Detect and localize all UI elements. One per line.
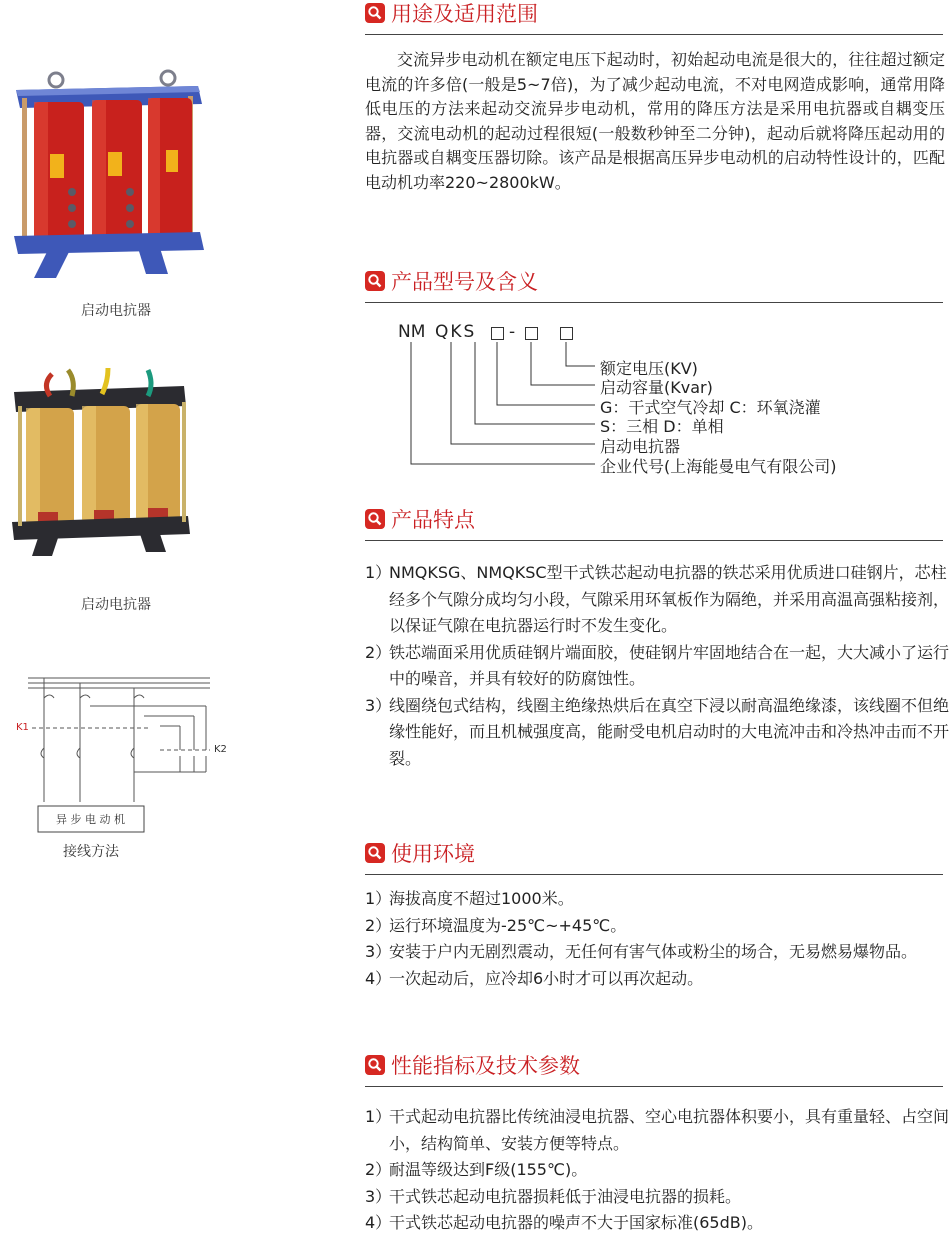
list-item xyxy=(365,966,950,993)
list-item-text: 安装于户内无剧烈震动，无任何有害气体或粉尘的场合，无易燃易爆物品。 xyxy=(389,942,918,961)
model-code-diagram xyxy=(395,318,952,488)
motor-label: 异 步 电 动 机 xyxy=(56,813,125,826)
list-item xyxy=(365,939,950,966)
search-icon xyxy=(365,3,385,23)
reactor-photo-red xyxy=(8,68,208,280)
list-item xyxy=(365,560,950,640)
left-column xyxy=(0,0,240,1238)
list-item-text: 线圈绕包式结构，线圈主绝缘热烘后在真空下浸以耐高温绝缘漆，该线圈不但绝缘性能好，而且机械强度高，能耐受电机启动时的大电流冲击和冷热冲击而不开裂。 xyxy=(389,695,950,768)
caption-yellow-reactor: 启动电抗器 xyxy=(81,597,151,613)
model-desc-cooling: G：干式空气冷却 C：环氧浇灌 xyxy=(600,398,821,417)
list-item-text: 运行环境温度为-25℃~+45℃。 xyxy=(389,915,627,935)
list-item xyxy=(365,886,950,913)
search-icon xyxy=(365,509,385,529)
list-item-text: 耐温等级达到F级(155℃)。 xyxy=(389,1160,588,1179)
model-desc-voltage: 额定电压(KV) xyxy=(600,359,698,378)
list-item xyxy=(365,640,950,693)
search-icon xyxy=(365,271,385,291)
list-item-text: 铁芯端面采用优质硅钢片端面胶，使硅钢片牢固地结合在一起，大大减小了运行中的噪音，并具有较好的防腐蚀性。 xyxy=(389,642,950,688)
caption-wiring: 接线方法 xyxy=(63,844,119,860)
list-item xyxy=(365,1184,950,1211)
model-desc-capacity: 启动容量(Kvar) xyxy=(600,378,713,397)
list-item xyxy=(365,1210,950,1237)
section-performance-header xyxy=(365,1054,943,1087)
wiring-diagram xyxy=(10,670,240,838)
list-item-number: 1） xyxy=(365,1107,392,1126)
list-item-text: NMQKSG、NMQKSC型干式铁芯起动电抗器的铁芯采用优质进口硅钢片，芯柱经多个气隙分成均匀小段，气隙采用环氧板作为隔绝，并采用高温高强粘接剂，以保证气隙在电抗器运行时不发生变化。 xyxy=(389,563,950,635)
section-model-header xyxy=(365,270,943,303)
list-item xyxy=(365,913,950,940)
environment-list xyxy=(365,886,950,992)
model-desc-company: 企业代号(上海能曼电气有限公司) xyxy=(600,457,837,476)
list-item-number: 2） xyxy=(365,642,392,662)
list-item xyxy=(365,1157,950,1184)
list-item-text: 海拔高度不超过1000米。 xyxy=(389,889,574,908)
list-item-number: 1） xyxy=(365,889,392,908)
features-list xyxy=(365,560,950,772)
list-item-text: 干式起动电抗器比传统油浸电抗器、空心电抗器体积要小，具有重量轻、占空间小，结构简单、安装方便等特点。 xyxy=(389,1107,950,1153)
section-usage-title: 用途及适用范围 xyxy=(391,2,538,26)
model-dash: - xyxy=(509,322,516,342)
model-desc-type: 启动电抗器 xyxy=(600,437,681,456)
model-code-nm: NM xyxy=(398,322,426,342)
list-item-number: 2） xyxy=(365,1160,392,1179)
k1-label: K1 xyxy=(16,722,29,733)
reactor-photo-yellow xyxy=(8,362,194,560)
list-item-text: 一次起动后，应冷却6小时才可以再次起动。 xyxy=(389,968,704,988)
model-leader-lines xyxy=(395,318,605,488)
section-features-header xyxy=(365,508,943,541)
section-environment-header xyxy=(365,842,943,875)
list-item-number: 4） xyxy=(365,968,392,988)
list-item xyxy=(365,1104,950,1157)
list-item-number: 3） xyxy=(365,942,392,961)
list-item-number: 1） xyxy=(365,563,392,582)
section-features-title: 产品特点 xyxy=(391,508,475,532)
list-item-text: 干式铁芯起动电抗器的噪声不大于国家标准(65dB)。 xyxy=(389,1213,763,1232)
usage-paragraph: 交流异步电动机在额定电压下起动时，初始起动电流是很大的，往往超过额定电流的许多倍(一般是5~7倍)，为了减少起动电流，不对电网造成影响，通常用降低电压的方法来起动交流异步电动机，常用的降压方法是采用电抗器或自耦变压器，交流电动机的起动过程很短(一般数秒钟至二分钟)，起动后就将降压起动用的电抗器或自耦变压器切除。该产品是根据高压异步电动机的启动特性设计的，匹配电动机功率220~2800kW。 xyxy=(365,50,945,192)
list-item-number: 4） xyxy=(365,1213,392,1232)
list-item-number: 2） xyxy=(365,915,392,935)
list-item-text: 干式铁芯起动电抗器损耗低于油浸电抗器的损耗。 xyxy=(389,1186,742,1206)
model-code-qks: QKS xyxy=(435,322,477,342)
section-model-title: 产品型号及含义 xyxy=(391,270,538,294)
search-icon xyxy=(365,1055,385,1075)
search-icon xyxy=(365,843,385,863)
section-usage-header xyxy=(365,2,943,35)
section-performance-title: 性能指标及技术参数 xyxy=(391,1054,580,1078)
model-desc-phase: S：三相 D：单相 xyxy=(600,417,724,436)
list-item xyxy=(365,693,950,773)
performance-list xyxy=(365,1104,950,1237)
list-item-number: 3） xyxy=(365,1186,392,1206)
section-environment-title: 使用环境 xyxy=(391,842,475,866)
k2-label: K2 xyxy=(214,744,227,755)
caption-red-reactor: 启动电抗器 xyxy=(81,303,151,319)
list-item-number: 3） xyxy=(365,695,392,715)
